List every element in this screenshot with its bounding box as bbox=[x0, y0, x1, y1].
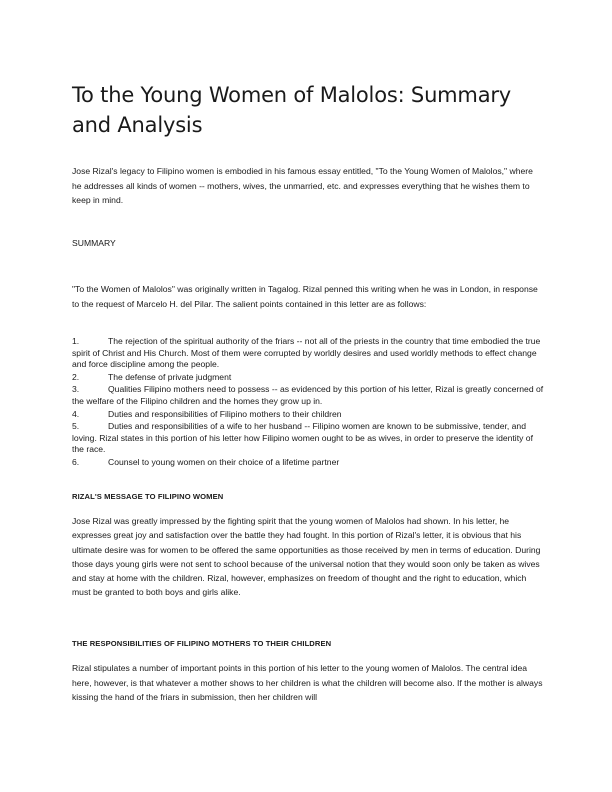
responsibilities-heading: THE RESPONSIBILITIES OF FILIPINO MOTHERS TO THEIR CHILDREN bbox=[72, 639, 332, 648]
list-item bbox=[72, 372, 544, 384]
list-item bbox=[72, 409, 544, 421]
list-item bbox=[72, 336, 544, 371]
summary-paragraph: "To the Women of Malolos" was originally written in Tagalog. Rizal penned this writing when he was in London, in response to the request of Marcelo H. del Pilar. The salient points contained in this letter are as follows: bbox=[72, 284, 538, 309]
salient-points-list bbox=[72, 336, 544, 470]
intro-paragraph: Jose Rizal's legacy to Filipino women is embodied in his famous essay entitled, "To the Young Women of Malolos," where he addresses all kinds of women -- mothers, wives, the unmarried, etc. and expresses everything that he wishes them to keep in mind. bbox=[72, 166, 533, 205]
responsibilities-paragraph: Rizal stipulates a number of important points in this portion of his letter to the young women of Malolos. The central idea here, however, is that whatever a mother shows to her children is what the children will become also. If the mother is always kissing the hand of the friars in submission, then her children will bbox=[72, 663, 543, 702]
list-item-text: The defense of private judgment bbox=[108, 371, 232, 382]
list-item bbox=[72, 384, 544, 407]
list-item-number: 6. bbox=[72, 456, 80, 467]
list-item-text: Qualities Filipino mothers need to possess -- as evidenced by this portion of his letter, Rizal is greatly concerned of the welfare of the Filipino children and the homes they grow up in. bbox=[72, 384, 544, 406]
rizal-message-paragraph: Jose Rizal was greatly impressed by the fighting spirit that the young women of Malolos had shown. In his letter, he expresses great joy and satisfaction over the battle they had fought. In this portion of Rizal's letter, it is obvious that his ultimate desire was for women to be offered the same opportunities as those received by men in terms of education. During those days young girls were not sent to school because of the universal notion that they would soon only be taken as wives and stay at home with the children. Rizal, however, emphasizes on freedom of thought and the right to education, which must be granted to both boys and girls alike. bbox=[72, 516, 541, 598]
rizal-message-heading: RIZAL'S MESSAGE TO FILIPINO WOMEN bbox=[72, 492, 224, 501]
list-item bbox=[72, 457, 544, 469]
summary-heading: SUMMARY bbox=[72, 238, 116, 248]
list-item-text: The rejection of the spiritual authority of the friars -- not all of the priests in the country that time embodied the true spirit of Christ and His Church. Most of them were corrupted by worldly desires and used worldly methods to effect change and force discipline among the people. bbox=[72, 336, 541, 369]
list-item-number: 4. bbox=[72, 408, 80, 419]
list-item-number: 5. bbox=[72, 421, 80, 432]
page-title: To the Young Women of Malolos: Summary and Analysis bbox=[72, 83, 512, 137]
list-item-number: 1. bbox=[72, 336, 80, 346]
list-item bbox=[72, 421, 544, 456]
list-item-number: 3. bbox=[72, 384, 80, 395]
list-item-number: 2. bbox=[72, 371, 80, 382]
list-item-text: Duties and responsibilities of Filipino mothers to their children bbox=[108, 408, 342, 419]
list-item-text: Counsel to young women on their choice of a lifetime partner bbox=[108, 456, 340, 467]
list-item-text: Duties and responsibilities of a wife to her husband -- Filipino women are known to be submissive, tender, and loving. Rizal states in this portion of his letter how Filipino women ought to be as wives, in order to preserve the identity of the race. bbox=[72, 421, 533, 455]
